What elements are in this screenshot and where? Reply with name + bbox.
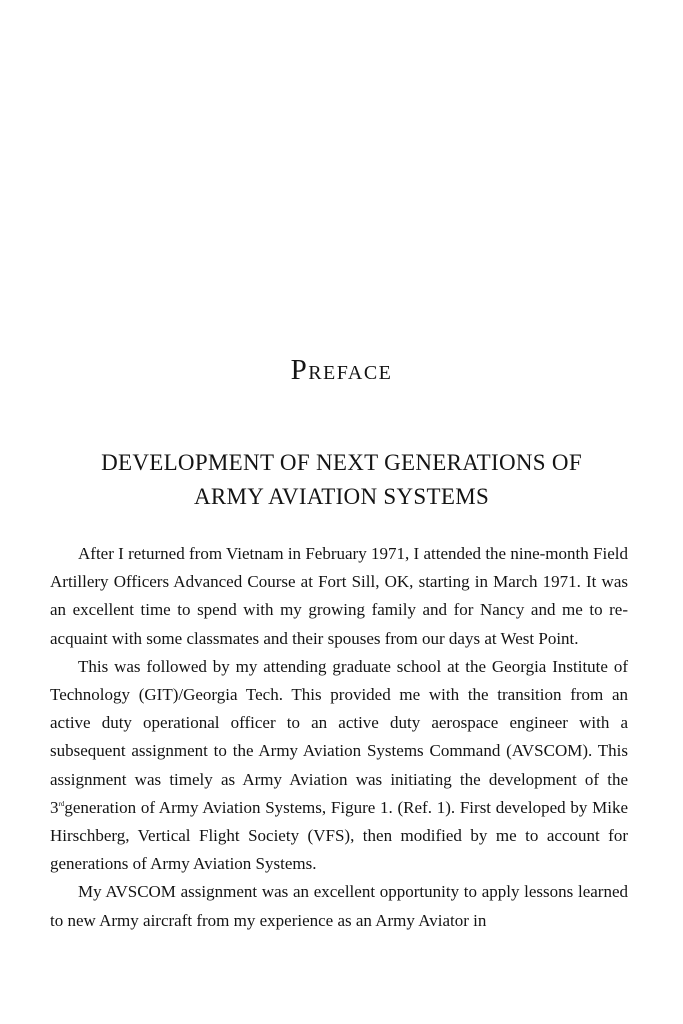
body-text [50,540,628,935]
chapter-heading-line-1: DEVELOPMENT OF NEXT GENERATIONS OF [101,450,582,475]
chapter-heading-line-2: ARMY AVIATION SYSTEMS [193,484,490,509]
paragraph-2-part-1: This was followed by my attending graduate school at the Georgia Institute of Technology (GIT)/Georgia Tech. This provided me with the transition from an active duty operational officer to an active duty aerospace engineer with a subsequent assignment to the Army Aviation Systems Command (AVSCOM). This assignment was timely as Army Aviation was initiating the development of the 3 [50,656,628,817]
paragraph-1: After I returned from Vietnam in February 1971, I attended the nine-month Field Artillery Officers Advanced Course at Fort Sill, OK, starting in March 1971. It was an excellent time to spend with my growing family and for Nancy and me to re-acquaint with some classmates and their spouses from our days at West Point. [50,544,628,648]
paragraph-3: My AVSCOM assignment was an excellent opportunity to apply lessons learned to new Army aircraft from my experience as an Army Aviator in [50,882,628,930]
paragraph-2-part-2: generation of Army Aviation Systems, Figure 1. (Ref. 1). First developed by Mike Hirschberg, Vertical Flight Society (VFS), then modified by me to account for generations of Army Aviation Systems. [50,797,628,874]
preface-title: Preface [290,354,393,386]
ordinal-superscript: rd [58,799,65,808]
paragraph-2 [50,653,628,879]
chapter-heading [40,446,643,514]
